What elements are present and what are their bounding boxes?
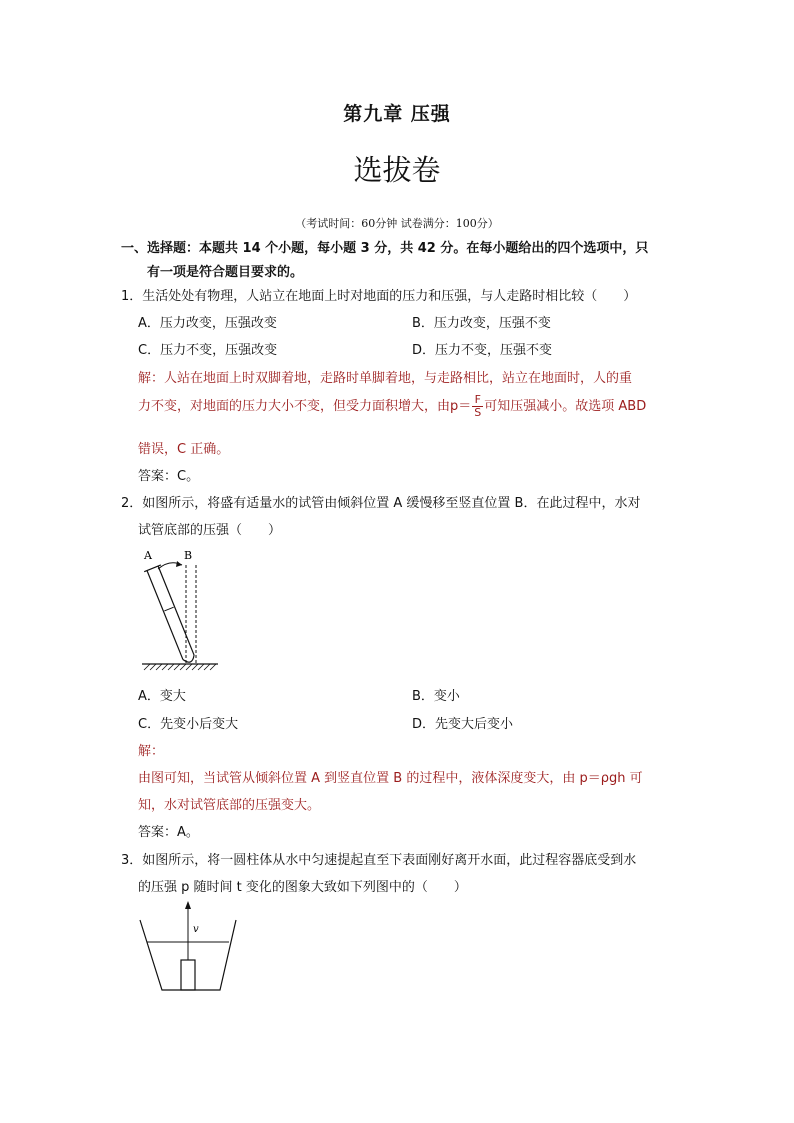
velocity-label: v (193, 924, 199, 935)
q2-stem-line1: 2．如图所示，将盛有适量水的试管由倾斜位置 A 缓慢移至竖直位置 B．在此过程中，水对 (121, 496, 641, 511)
position-b-label: B (184, 549, 193, 562)
q2-explanation-head: 解： (138, 744, 165, 759)
fraction-denominator: S (474, 406, 482, 419)
q1-explanation-pre: 力不变，对地面的压力大小不变，但受力面积增大，由p＝ (138, 399, 472, 414)
q2-option-a: A．变大 (138, 689, 186, 704)
arrowhead-icon (176, 561, 182, 567)
chapter-title: 第九章 压强 (343, 103, 451, 125)
q1-answer: 答案：C。 (138, 469, 200, 484)
test-tube-figure (138, 545, 224, 673)
cylinder-body (181, 960, 195, 990)
section-heading-cont: 有一项是符合题目要求的。 (147, 265, 304, 280)
tilted-test-tube (144, 565, 199, 665)
position-a-label: A (144, 549, 152, 562)
section-heading: 一、选择题：本题共 14 个小题，每小题 3 分，共 42 分。在每小题给出的四个选项中，只 (121, 241, 649, 256)
q2-stem-line2: 试管底部的压强（ ） (138, 523, 282, 538)
q1-explanation-post: 可知压强减小。故选项 ABD (484, 399, 647, 414)
q2-explanation-line1: 由图可知，当试管从倾斜位置 A 到竖直位置 B 的过程中，液体深度变大，由 p＝ρgh 可 (138, 771, 643, 786)
q3-stem-line2: 的压强 p 随时间 t 变化的图象大致如下列图中的（ ） (138, 880, 467, 895)
paper-title: 选拔卷 (353, 153, 441, 187)
q2-option-b: B．变小 (412, 689, 460, 704)
up-arrow-icon (185, 901, 191, 909)
q2-explanation-line2: 知，水对试管底部的压强变大。 (138, 798, 321, 813)
q1-option-c: C．压力不变，压强改变 (138, 343, 278, 358)
container-cylinder-figure (138, 898, 238, 994)
q2-answer: 答案：A。 (138, 825, 199, 840)
q1-option-d: D．压力不变，压强不变 (412, 343, 553, 358)
q1-stem: 1．生活处处有物理，人站立在地面上时对地面的压力和压强，与人走路时相比较（ ） (121, 289, 637, 304)
q1-explanation-line3: 错误，C 正确。 (138, 442, 230, 457)
q1-option-a: A．压力改变，压强改变 (138, 316, 277, 331)
ground-hatching (144, 664, 216, 670)
q3-stem-line1: 3．如图所示，将一圆柱体从水中匀速提起直至下表面刚好离开水面，此过程容器底受到水 (121, 853, 637, 868)
q1-explanation-line2 (138, 394, 646, 419)
exam-meta: （考试时间：60分钟 试卷满分：100分） (295, 217, 499, 230)
q2-option-d: D．先变大后变小 (412, 717, 514, 732)
pressure-formula-fraction (472, 394, 483, 419)
fraction-numerator: F (472, 394, 483, 407)
q1-option-b: B．压力改变，压强不变 (412, 316, 551, 331)
q1-explanation-line1: 解：人站在地面上时双脚着地，走路时单脚着地，与走路相比，站立在地面时，人的重 (138, 371, 633, 386)
q2-option-c: C．先变小后变大 (138, 717, 239, 732)
